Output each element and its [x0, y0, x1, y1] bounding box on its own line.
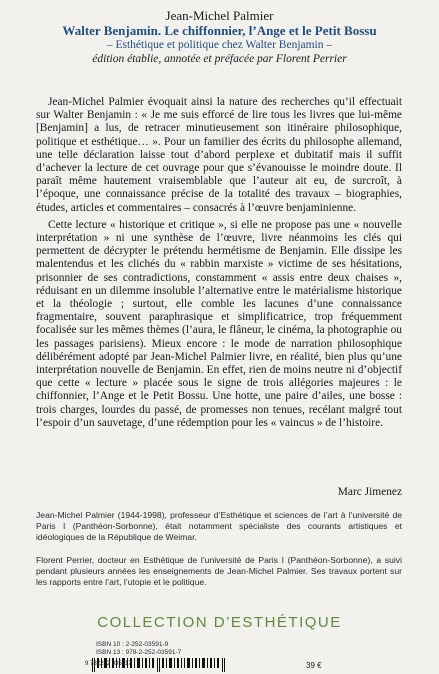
author-name: Jean-Michel Palmier [165, 8, 274, 23]
blurb-paragraph-1: Jean-Michel Palmier évoquait ainsi la nature des recherches qu’il effectuait sur Walter Benjamin : « Je me suis efforcé de lire tous les livres que lui-même [Benjamin] a lus, de retracer minutieusement son itinéraire philosophique, politique et esthétique… ». Pour un familier des écrits du philosophe allemand, une telle déclaration laisse tout d’abord perplexe et dubitatif mais il suffit d’achever la lecture de cet ouvrage pour que s’évanouisse le moindre doute. Il paraît même hautement vraisemblable que l’auteur ait eu, de surcroît, à l’époque, une connaissance précise de la totalité des travaux – biographies, études, articles et commentaires – consacrés à l’œuvre benjaminienne. [36, 96, 402, 214]
header [0, 8, 439, 66]
edition-credit: édition établie, annotée et préfacée par Florent Perrier [92, 53, 347, 65]
isbn-13: ISBN 13 : 978-2-252-03591-7 [96, 649, 182, 656]
book-subtitle: – Esthétique et politique chez Walter Benjamin – [106, 39, 333, 51]
blurb-signature: Marc Jimenez [337, 486, 402, 498]
price: 39 € [306, 661, 322, 670]
blurb [36, 96, 402, 430]
barcode-digits: 9 782252 035917 [85, 661, 132, 667]
editor-bio [36, 555, 402, 588]
book-title: Walter Benjamin. Le chiffonnier, l’Ange et le Petit Bossu [62, 23, 377, 38]
editor-bio-text: Florent Perrier, docteur en Esthétique de l’université de Paris I (Panthéon-Sorbonne), a suivi pendant plusieurs années les enseignements de Jean-Michel Palmier. Ses travaux portent sur les rapports entre l’art, l’utopie et le politique. [36, 555, 402, 587]
collection-name: COLLECTION D’ESTHÉTIQUE [97, 614, 342, 631]
isbn-10: ISBN 10 : 2-252-03591-9 [96, 641, 169, 648]
author-bio [36, 510, 402, 543]
blurb-paragraph-2: Cette lecture « historique et critique », si elle ne propose pas une « nouvelle interprétation » ni une synthèse de l’œuvre, livre néanmoins les clés qui permettent de décrypter le prétendu hermétisme de Benjamin. Elle dissipe les malentendus et les clichés du « rabbin marxiste » victime de ses hésitations, prisonnier de ses contradictions, constamment « assis entre deux chaises », réduisant en un dilemme insoluble l’alternative entre le matérialisme historique et la théologie ; surtout, elle comble les lacunes d’une connaissance fragmentaire, souvent paraphrasique et simplificatrice, trop fréquemment focalisée sur les mêmes thèmes (l’aura, le flâneur, le cinéma, la photographie ou les passages parisiens). Mieux encore : le mode de narration philosophique délibérément adopté par Jean-Michel Palmier livre, en réalité, bien plus qu’une interprétation nouvelle de Benjamin. En effet, rien de moins neutre ni d’objectif que cette « lecture » placée sous le signe de trois allégories majeures : le chiffonnier, l’Ange et le Petit Bossu. Une hotte, une paire d’ailes, une bosse : trois charges, lourdes du passé, de promesses non tenues, recélant malgré tout l’espoir d’un sauvetage, d’une rédemption pour les « vaincus » de l’histoire. [36, 218, 402, 429]
author-bio-text: Jean-Michel Palmier (1944-1998), professeur d’Esthétique et sciences de l’art à l’université de Paris I (Panthéon-Sorbonne), était notamment spécialiste des courants artistiques et idéologiques de la République de Weimar. [36, 510, 402, 542]
